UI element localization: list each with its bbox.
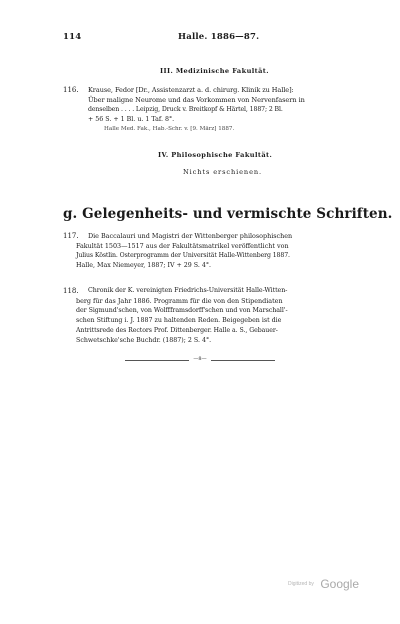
entry-line: Krause, Fedor [Dr., Assistenzarzt a. d. chirurg. Klinik zu Halle]: — [88, 86, 294, 94]
entry-line: Halle, Max Niemeyer, 1887; IV + 29 S. 4°. — [76, 262, 212, 269]
entry-note: Halle Med. Fak., Hab.-Schr. v. [9. März] 1887. — [104, 126, 235, 132]
entry-line: Julius Köstlin. Osterprogramm der Universität Halle-Wittenberg 1887. — [76, 252, 290, 259]
page-number: 114 — [63, 32, 82, 42]
google-logo-text: Google — [320, 576, 360, 591]
entry-number: 116. — [63, 86, 79, 94]
entry-line: schen Stiftung i. J. 1887 zu haltenden Reden. Beigegeben ist die — [76, 317, 282, 324]
entry-number: 118. — [63, 287, 79, 295]
entry-line: der Sigmund'schen, von Wolffframsdorff'schen und von Marschall'- — [76, 307, 288, 314]
section-iv-note: Nichts erschienen. — [183, 168, 263, 176]
entry-line: denselben . . . . Leipzig, Druck v. Breitkopf & Härtel, 1887; 2 Bl. — [88, 106, 283, 113]
separator — [125, 356, 275, 364]
watermark-prefix: Digitized by — [288, 580, 314, 587]
section-iii-title: III. Medizinische Fakultät. — [160, 67, 269, 75]
entry-line: Die Baccalauri und Magistri der Wittenberger philosophischen — [88, 232, 293, 240]
entry-line: Fakultät 1503—1517 aus der Fakultätsmatrikel veröffentlicht von — [76, 242, 289, 250]
entry-line: Chronik der K. vereinigten Friedrichs-Universität Halle-Witten- — [88, 287, 288, 294]
watermark — [288, 575, 359, 593]
entry-line: Schwetschke'sche Buchdr. (1887); 2 S. 4°. — [76, 337, 212, 344]
separator-rule-right — [211, 360, 275, 361]
separator-rule-left — [125, 360, 189, 361]
section-g-title: g. Gelegenheits- und vermischte Schriften. — [63, 206, 393, 222]
entry-number: 117. — [63, 232, 79, 240]
entry-line: + 56 S. + 1 Bl. u. 1 Taf. 8°. — [88, 116, 175, 123]
running-title: Halle. 1886—87. — [178, 32, 260, 42]
section-iv-title: IV. Philosophische Fakultät. — [158, 151, 273, 159]
entry-line: Über maligne Neurome und das Vorkommen von Nervenfasern in — [88, 96, 305, 104]
separator-label: —8— — [193, 356, 207, 362]
entry-line: berg für das Jahr 1886. Programm für die von den Stipendiaten — [76, 297, 283, 305]
entry-line: Antrittsrede des Rectors Prof. Dittenberger. Halle a. S., Gebauer- — [76, 327, 278, 334]
